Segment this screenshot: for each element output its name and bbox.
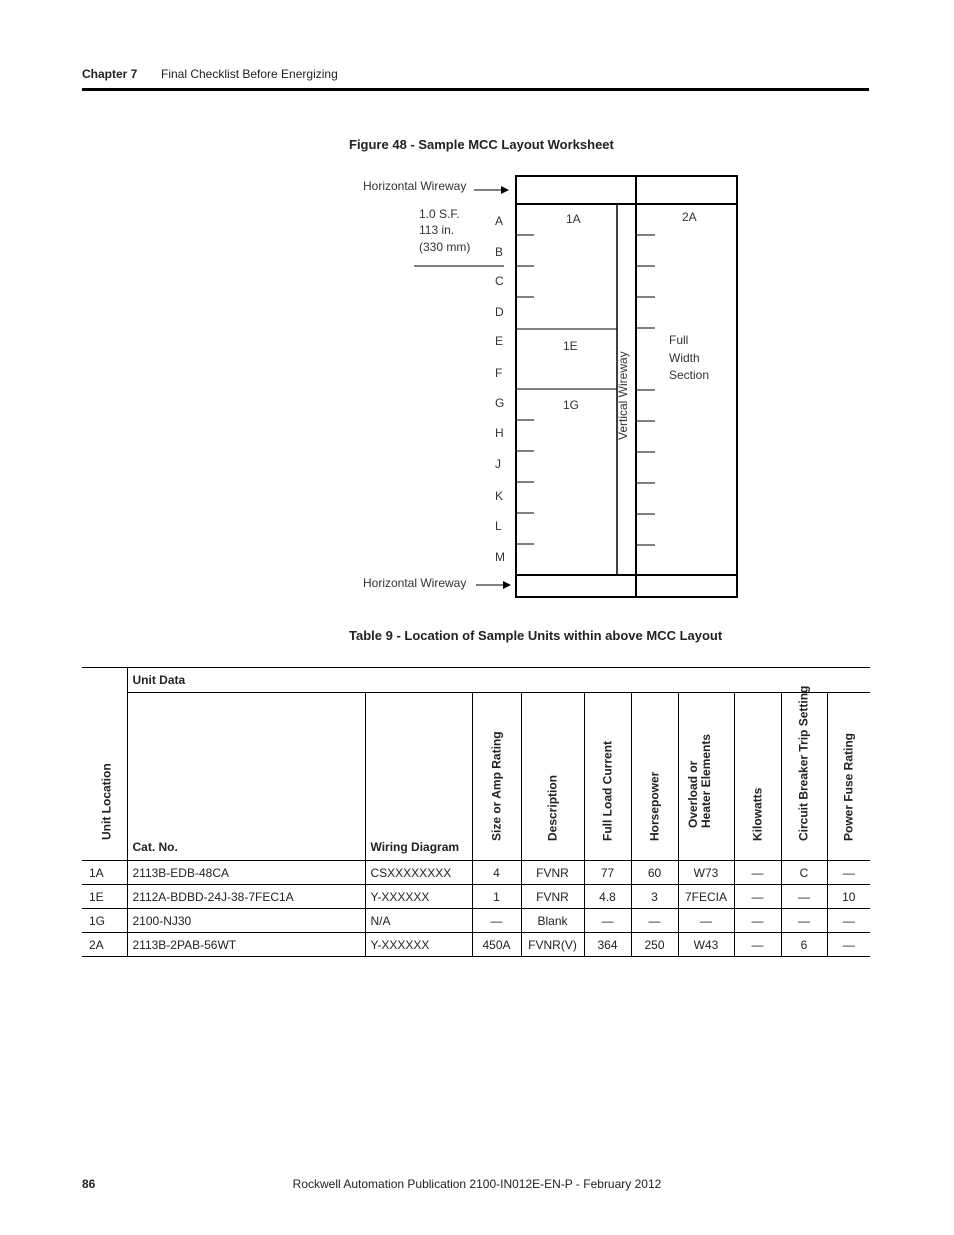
overload-header bbox=[678, 693, 734, 861]
cell-wiring-diagram: Y-XXXXXX bbox=[365, 933, 472, 957]
space-factor-label: 1.0 S.F. bbox=[419, 207, 460, 221]
cell-overload: 7FECIA bbox=[678, 885, 734, 909]
description-header-text: Description bbox=[545, 774, 559, 841]
table-row bbox=[82, 861, 870, 885]
cat-no-header: Cat. No. bbox=[127, 693, 365, 861]
hp-header bbox=[631, 693, 678, 861]
flc-header-text: Full Load Current bbox=[600, 741, 614, 841]
cell-cb-trip: 6 bbox=[781, 933, 827, 957]
sample-units-table bbox=[82, 667, 870, 957]
row-letter: J bbox=[495, 457, 501, 471]
chapter-title: Final Checklist Before Energizing bbox=[161, 67, 338, 81]
cell-cat-no: 2113B-EDB-48CA bbox=[127, 861, 365, 885]
overload-header-line1: Overload or bbox=[686, 760, 700, 828]
cell-hp: — bbox=[631, 909, 678, 933]
kw-header-text: Kilowatts bbox=[750, 787, 764, 841]
cell-overload: — bbox=[678, 909, 734, 933]
row-letter: A bbox=[495, 214, 504, 228]
cell-cat-no: 2100-NJ30 bbox=[127, 909, 365, 933]
hp-header-text: Horsepower bbox=[647, 771, 661, 841]
cell-cat-no: 2113B-2PAB-56WT bbox=[127, 933, 365, 957]
cell-size-rating: 450A bbox=[472, 933, 521, 957]
full-width-label-2: Width bbox=[669, 351, 700, 365]
overload-header-line2: Heater Elements bbox=[699, 733, 713, 828]
cell-kw: — bbox=[734, 933, 781, 957]
cell-hp: 250 bbox=[631, 933, 678, 957]
cell-unit-location: 1A bbox=[82, 861, 127, 885]
full-width-label-1: Full bbox=[669, 333, 689, 347]
cb-trip-header bbox=[781, 685, 827, 861]
cell-overload: W73 bbox=[678, 861, 734, 885]
cell-kw: — bbox=[734, 861, 781, 885]
cell-description: FVNR bbox=[521, 861, 584, 885]
wiring-diagram-header: Wiring Diagram bbox=[365, 693, 472, 861]
unit-label-1e: 1E bbox=[563, 339, 578, 353]
overload-header-text bbox=[687, 734, 713, 828]
chapter-label: Chapter 7 bbox=[82, 67, 138, 81]
figure-caption: Figure 48 - Sample MCC Layout Worksheet bbox=[349, 137, 614, 152]
height-in-label: 113 in. bbox=[419, 223, 455, 237]
table-row bbox=[82, 933, 870, 957]
cb-trip-header-text: Circuit Breaker Trip Setting bbox=[796, 685, 811, 841]
cell-fuse: — bbox=[827, 909, 870, 933]
cell-unit-location: 1G bbox=[82, 909, 127, 933]
kw-header bbox=[734, 693, 781, 861]
cell-cb-trip: — bbox=[781, 885, 827, 909]
unit-data-group-header: Unit Data bbox=[127, 668, 870, 693]
cell-cb-trip: C bbox=[781, 861, 827, 885]
cell-cb-trip: — bbox=[781, 909, 827, 933]
cell-unit-location: 2A bbox=[82, 933, 127, 957]
row-letter: M bbox=[495, 550, 505, 564]
cell-fuse: — bbox=[827, 933, 870, 957]
cell-description: FVNR bbox=[521, 885, 584, 909]
unit-location-header bbox=[82, 668, 127, 861]
cell-flc: 77 bbox=[584, 861, 631, 885]
cell-wiring-diagram: CSXXXXXXXX bbox=[365, 861, 472, 885]
cell-size-rating: 4 bbox=[472, 861, 521, 885]
cell-cat-no: 2112A-BDBD-24J-38-7FEC1A bbox=[127, 885, 365, 909]
section2-ticks bbox=[636, 235, 655, 545]
fuse-header bbox=[827, 693, 870, 861]
size-rating-header bbox=[472, 693, 521, 861]
row-letter: H bbox=[495, 426, 504, 440]
row-letter: K bbox=[495, 489, 504, 503]
cell-wiring-diagram: Y-XXXXXX bbox=[365, 885, 472, 909]
cell-flc: 364 bbox=[584, 933, 631, 957]
row-letter: E bbox=[495, 334, 504, 348]
row-letter: G bbox=[495, 396, 505, 410]
cell-fuse: 10 bbox=[827, 885, 870, 909]
row-letter: C bbox=[495, 274, 504, 288]
cell-kw: — bbox=[734, 885, 781, 909]
full-width-label-3: Section bbox=[669, 368, 710, 382]
vertical-wireway-label: Vertical Wireway bbox=[616, 351, 630, 440]
cell-overload: W43 bbox=[678, 933, 734, 957]
table-row bbox=[82, 885, 870, 909]
page-number: 86 bbox=[82, 1177, 96, 1191]
cell-fuse: — bbox=[827, 861, 870, 885]
cell-hp: 3 bbox=[631, 885, 678, 909]
size-rating-header-text: Size or Amp Rating bbox=[489, 731, 503, 841]
row-letter: F bbox=[495, 366, 503, 380]
cell-kw: — bbox=[734, 909, 781, 933]
cell-flc: — bbox=[584, 909, 631, 933]
row-letter: D bbox=[495, 305, 504, 319]
fuse-header-text: Power Fuse Rating bbox=[841, 732, 856, 841]
unit-location-header-text: Unit Location bbox=[99, 763, 114, 840]
table-row bbox=[82, 909, 870, 933]
cell-size-rating: 1 bbox=[472, 885, 521, 909]
cell-hp: 60 bbox=[631, 861, 678, 885]
height-mm-label: (330 mm) bbox=[419, 240, 471, 254]
unit-label-2a: 2A bbox=[682, 210, 697, 224]
cell-size-rating: — bbox=[472, 909, 521, 933]
cell-wiring-diagram: N/A bbox=[365, 909, 472, 933]
flc-header bbox=[584, 693, 631, 861]
publication-info: Rockwell Automation Publication 2100-IN012E-EN-P - February 2012 bbox=[292, 1177, 662, 1191]
row-letter: B bbox=[495, 245, 504, 259]
description-header bbox=[521, 693, 584, 861]
row-letter: L bbox=[495, 519, 502, 533]
wireway-bottom-label: Horizontal Wireway bbox=[363, 576, 467, 590]
unit-label-1g: 1G bbox=[563, 398, 580, 412]
cell-description: FVNR(V) bbox=[521, 933, 584, 957]
unit-label-1a: 1A bbox=[566, 212, 581, 226]
table-caption: Table 9 - Location of Sample Units within above MCC Layout bbox=[349, 628, 723, 643]
cell-description: Blank bbox=[521, 909, 584, 933]
cell-unit-location: 1E bbox=[82, 885, 127, 909]
wireway-top-label: Horizontal Wireway bbox=[363, 179, 467, 193]
cell-flc: 4.8 bbox=[584, 885, 631, 909]
